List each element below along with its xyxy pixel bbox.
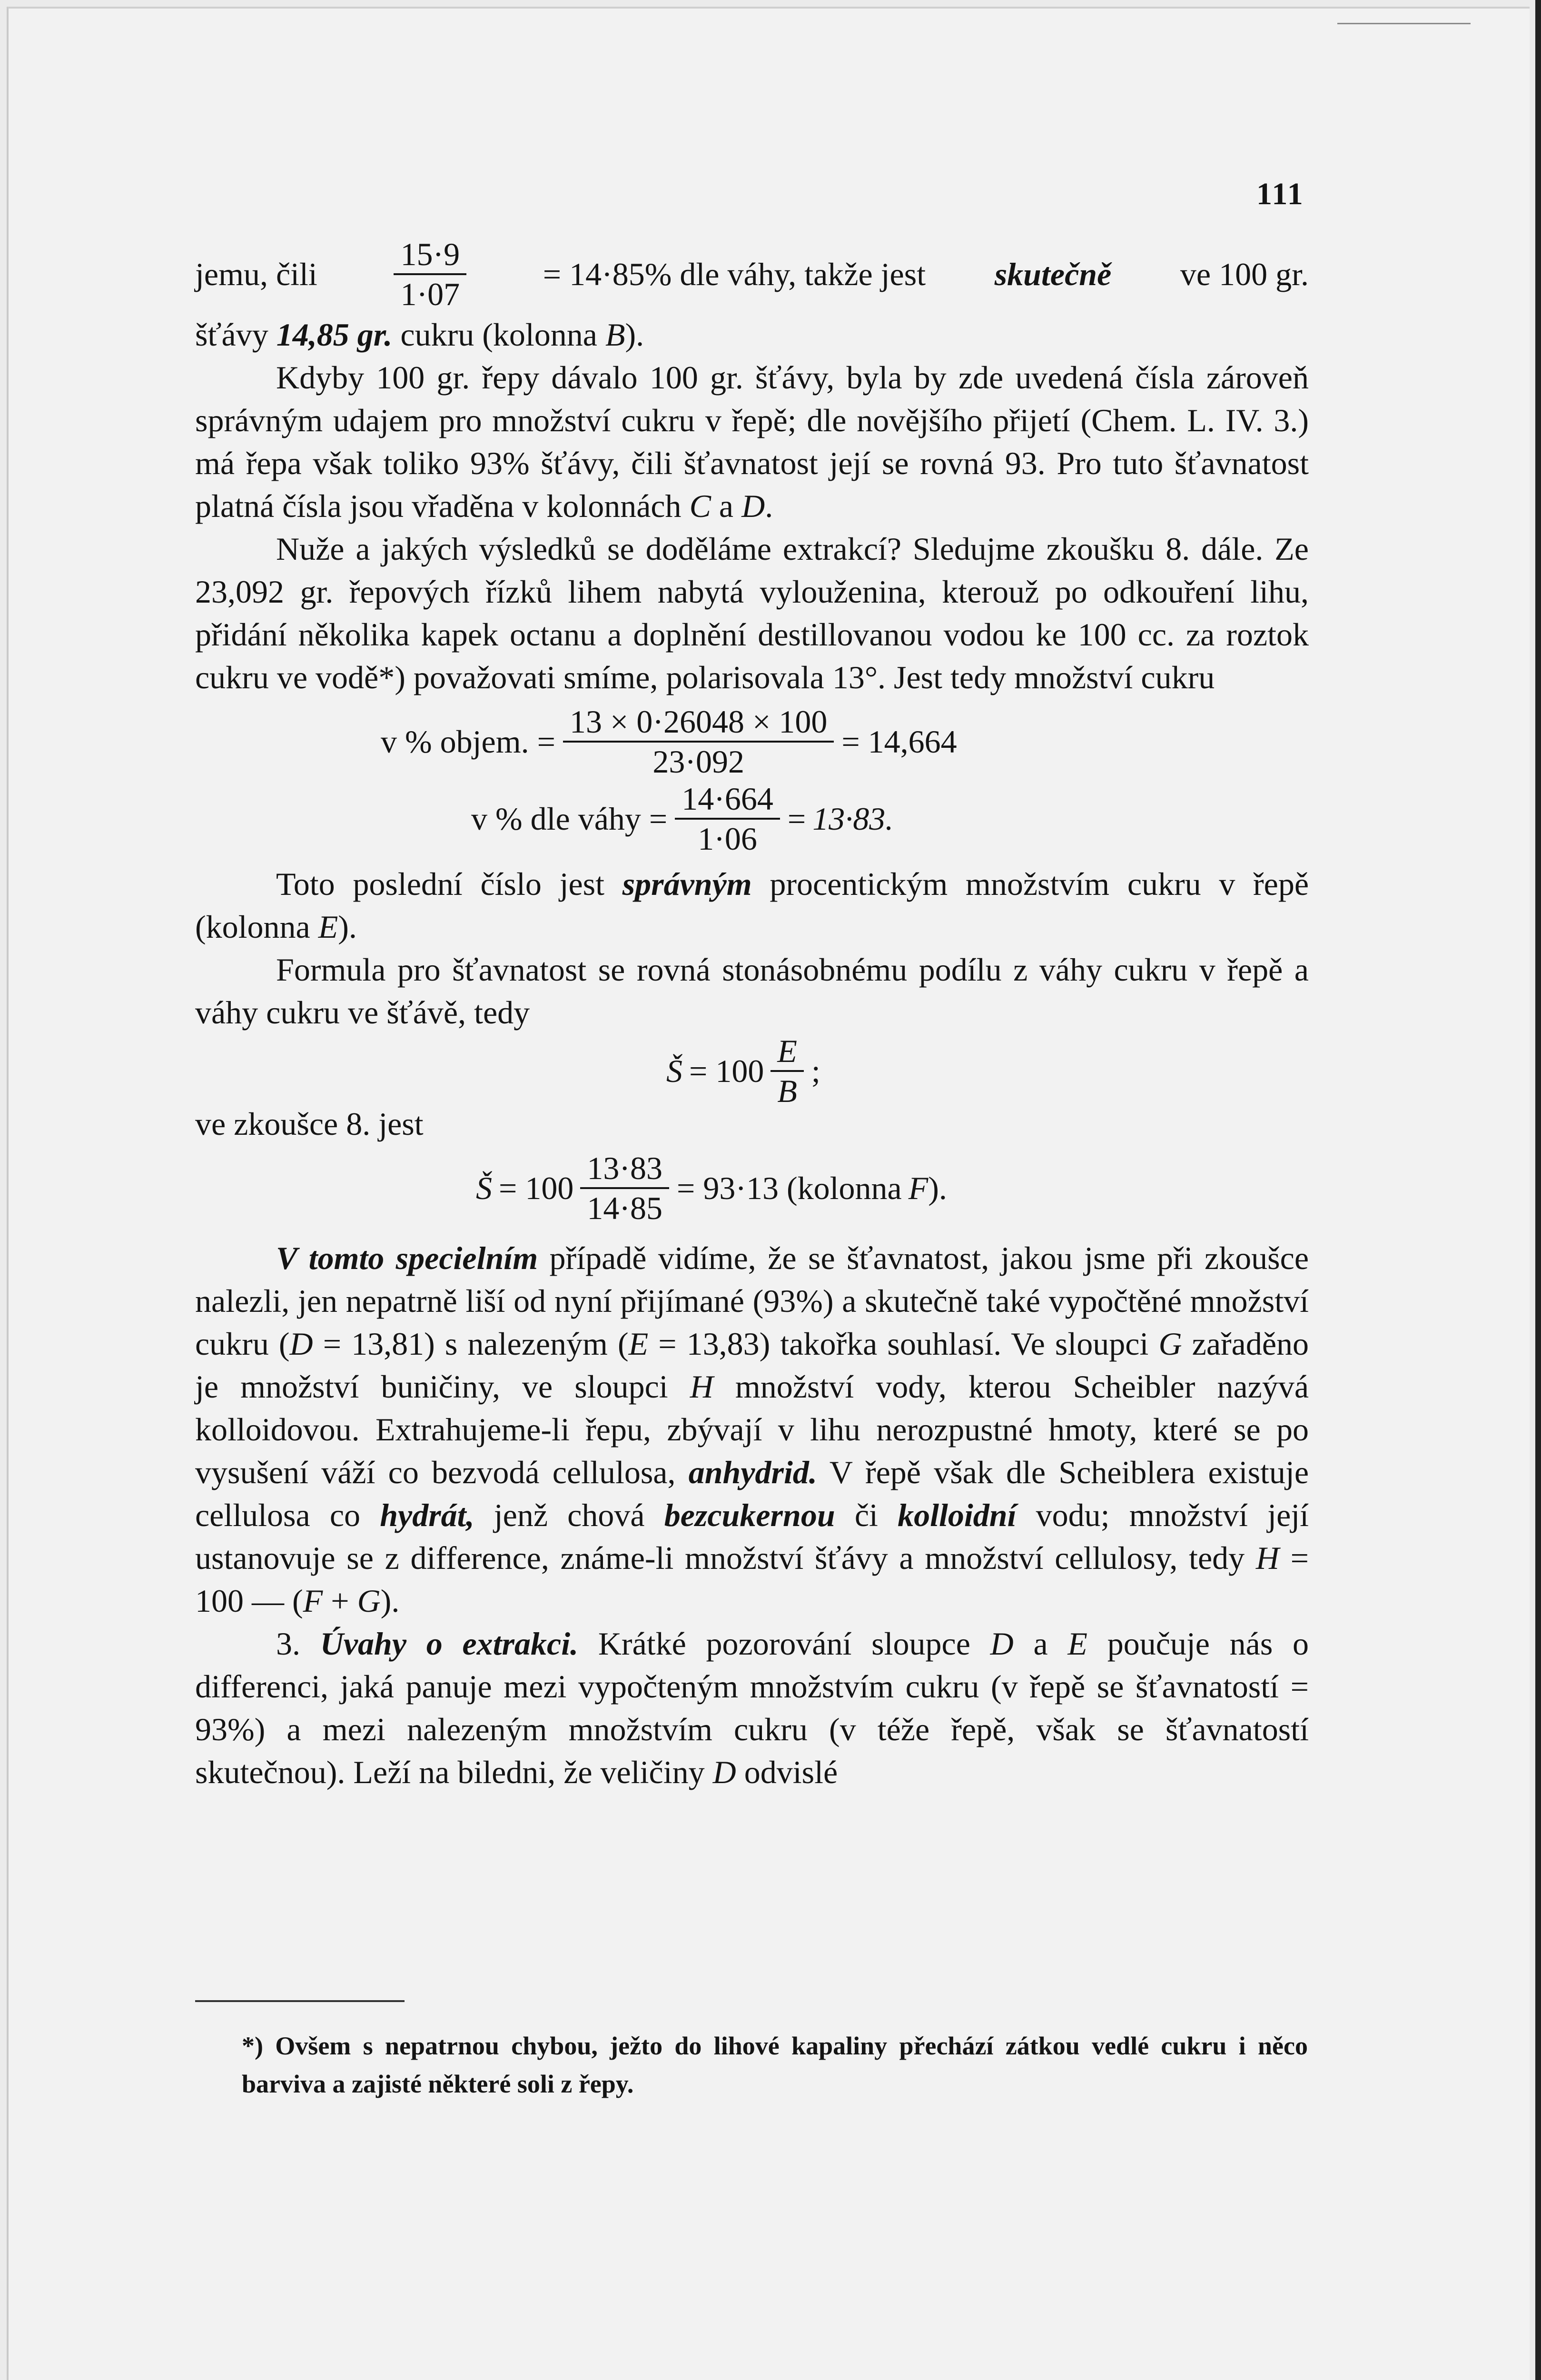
text-stavy: šťávy [195,317,268,353]
section-title: Úvahy o extrakci. [320,1626,579,1662]
text-odvisle: odvislé [744,1754,838,1790]
footnote-text: *) Ovšem s nepatrnou chybou, ježto do lihové kapaliny přechází zátkou vedlé cukru i něco barviva a zajisté některé soli z řepy. [242,2032,1308,2098]
section-number: 3. [276,1626,300,1662]
text-column-e: E [318,909,338,945]
text-column-c: C [689,488,711,524]
fraction-denominator: 14·85 [587,1190,663,1226]
text-h: H [690,1368,713,1405]
paragraph-toto [195,863,1309,948]
equation-objem [381,705,1309,778]
text-run: zařaděno je množství buničiny, ve sloupci [195,1326,1309,1405]
text-anhydrid: anhydrid. [688,1454,817,1490]
text-run: Krátké pozorování sloupce [598,1626,970,1662]
fraction-15-9-over-1-07 [394,238,466,310]
text-d: D [289,1326,313,1362]
text-run: = 13,81) s nalezeným ( [323,1326,629,1362]
document-body [195,238,1309,1794]
text-run: = 13,83) takořka souhlasí. Ve sloupci [658,1326,1149,1362]
fraction-numerator: 15·9 [400,236,460,272]
text-ve-100-gr: ve 100 gr. [1180,256,1309,292]
text-punct: ). [928,1170,947,1206]
text-line-1 [195,238,1309,310]
text-run: V řepě však dle Scheiblera existuje cellulosa co [195,1454,1309,1533]
equation-objem-right: = 14,664 [841,724,957,760]
text-d: D [712,1754,736,1790]
page-number: 111 [1256,177,1304,211]
equation-stavnatost-mid: = 100 [689,1053,764,1089]
equation-zkouska-right: = 93·13 (kolonna [677,1170,902,1206]
text-run: poučuje nás o differenci, jaká panuje mezi vypočteným množstvím cukru (v řepě se šťavnatostí = 93%) a mezi nalezeným množstvím cukru (v téže řepě, však se šťavnatostí skutečnou). Leží na biledni, že veličiny [195,1626,1309,1790]
fraction-denominator: B [777,1073,797,1109]
equation-stavnatost [666,1035,1309,1107]
paragraph-nuze: Nuže a jakých výsledků se doděláme extrakcí? Sledujme zkoušku 8. dále. Ze 23,092 gr. řepových řízků lihem nabytá vylouženina, kterouž po odkouření lihu, přidání několika kapek octanu a doplnění destillovanou vodou ke 100 cc. za roztok cukru ve vodě*) považovati smíme, polarisovala 13°. Jest tedy množství cukru [195,531,1309,695]
text-hydrat: hydrát, [380,1497,474,1533]
text-proc: procentickým množstvím cukru v řepě (kolonna [195,866,1309,945]
text-kolloidni: kolloidní [898,1497,1017,1533]
fraction-e-over-b [770,1035,804,1107]
text-a: a [719,488,734,524]
paragraph-v-tomto [195,1237,1309,1622]
text-cukru-kolonna: cukru (kolonna [400,317,597,353]
fraction-objem [563,705,834,778]
equation-vaha [471,783,1309,855]
fraction-numerator: E [777,1033,797,1069]
text-run: = 100 — ( [195,1540,1309,1619]
equation-stavnatost-tail: ; [811,1053,820,1089]
text-toto: Toto poslední číslo jest [276,866,605,902]
text-skutecne: skutečně [994,256,1112,292]
text-run: jenž chová [494,1497,645,1533]
footnote-rule [195,2000,405,2002]
fraction-13-83-over-14-85 [580,1152,669,1224]
equation-vaha-result: 13·83. [812,801,894,837]
text-e: E [628,1326,649,1362]
equation-vaha-eq: = [787,801,806,837]
text-line-2 [195,313,1309,356]
text-plus: + [331,1583,349,1619]
text-g: G [357,1583,381,1619]
paragraph-uvahy [195,1622,1309,1794]
equation-zkouska [476,1152,1309,1224]
page-edge-shadow [1535,0,1541,2380]
text-column-b: B [605,317,625,353]
fraction-denominator: 1·07 [400,276,460,312]
text-run: případě vidíme, že se šťavnatost, jakou jsme při zkoušce nalezli, jen nepatrně liší od nyní přijímané (93%) a skutečně také vypočtěné množství cukru ( [195,1240,1309,1362]
equation-zkouska-mid: = 100 [499,1170,574,1206]
text-dle-vahy: = 14·85% dle váhy, takže jest [543,256,926,292]
text-run: množství vody, kterou Scheibler nazývá kolloidovou. Extrahujeme-li řepu, zbývají v lihu nerozpustné hmoty, které se po vysušení váží co bezvodá cellulosa, [195,1368,1309,1490]
text-bezcukernou: bezcukernou [664,1497,835,1533]
text-v-tomto-specielnim: V tomto specielním [276,1240,538,1276]
fraction-numerator: 13 × 0·26048 × 100 [569,704,828,740]
text-a: a [1033,1626,1048,1662]
text-e: E [1067,1626,1087,1662]
paragraph-formula: Formula pro šťavnatost se rovná stonásobnému podílu z váhy cukru v řepě a váhy cukru ve šťávě, tedy [195,952,1309,1031]
fraction-denominator: 23·092 [652,744,744,780]
text-column-d: D [741,488,765,524]
top-edge-mark [1337,23,1471,24]
text-punct: . [765,488,773,524]
fraction-numerator: 13·83 [587,1150,663,1186]
text-kdyby: Kdyby 100 gr. řepy dávalo 100 gr. šťávy, byla by zde uvedená čísla zároveň správným udajem pro množství cukru v řepě; dle novějšího přijetí (Chem. L. IV. 3.) má řepa však toliko 93% šťávy, čili šťavnatost její se rovná 93. Pro tuto šťavnatost platná čísla jsou vřaděna v kolonnách [195,359,1309,524]
equation-objem-left: v % objem. = [381,724,555,760]
symbol-s: Š [666,1053,682,1089]
text-h: H [1255,1540,1279,1576]
equation-vaha-left: v % dle váhy = [471,801,668,837]
text-spravnym: správným [622,866,752,902]
text-punct: ). [380,1583,400,1619]
text-column-f: F [908,1170,929,1206]
text-punct: ). [625,317,644,353]
fraction-denominator: 1·06 [698,821,757,857]
text-f: F [303,1583,323,1619]
fraction-vaha [675,783,780,855]
text-run: či [854,1497,878,1533]
text-punct: ). [338,909,357,945]
text-14-85-gr: 14,85 gr. [276,317,393,353]
text-d: D [990,1626,1014,1662]
text-jemu-cili: jemu, čili [195,256,317,292]
footnote [242,2027,1308,2103]
text-g: G [1158,1326,1182,1362]
symbol-s: Š [476,1170,492,1206]
text-run: vodu; množství její ustanovuje se z difference, známe-li množství šťávy a množství cellulosy, tedy [195,1497,1309,1576]
paragraph-ve-zkousce: ve zkoušce 8. jest [195,1106,424,1142]
fraction-numerator: 14·664 [682,781,773,817]
paragraph-kdyby [195,356,1309,527]
